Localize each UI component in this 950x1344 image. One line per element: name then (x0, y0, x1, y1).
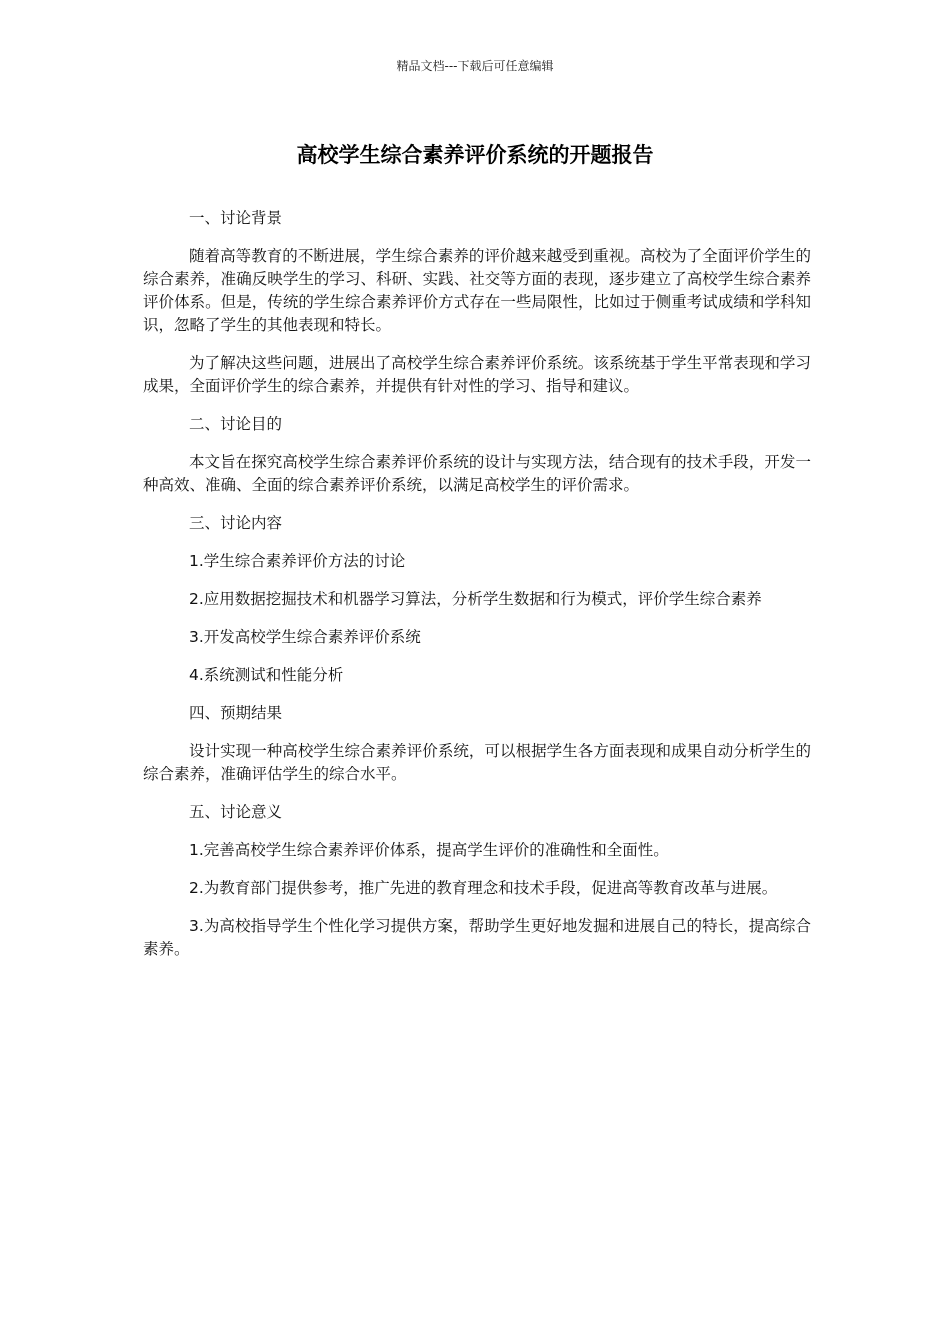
section-heading-significance: 五、讨论意义 (189, 803, 283, 821)
list-item-content-2: 2.应用数据挖掘技术和机器学习算法，分析学生数据和行为模式，评价学生综合素养 (189, 590, 762, 608)
section-heading-content: 三、讨论内容 (189, 514, 283, 532)
list-item-significance-2: 2.为教育部门提供参考，推广先进的教育理念和技术手段，促进高等教育改革与进展。 (189, 879, 778, 897)
paragraph-background-2: 为了解决这些问题，进展出了高校学生综合素养评价系统。该系统基于学生平常表现和学习成果，全面评价学生的综合素养，并提供有针对性的学习、指导和建议。 (143, 354, 811, 395)
section-heading-expected-results: 四、预期结果 (189, 704, 283, 722)
document-body (143, 207, 811, 976)
section-heading-purpose: 二、讨论目的 (189, 415, 283, 433)
list-item-significance-3: 3.为高校指导学生个性化学习提供方案，帮助学生更好地发掘和进展自己的特长，提高综合素养。 (143, 917, 811, 958)
list-item-content-3: 3.开发高校学生综合素养评价系统 (189, 628, 421, 646)
paragraph-expected-results: 设计实现一种高校学生综合素养评价系统，可以根据学生各方面表现和成果自动分析学生的综合素养，准确评估学生的综合水平。 (143, 742, 811, 783)
paragraph-background-1: 随着高等教育的不断进展，学生综合素养的评价越来越受到重视。高校为了全面评价学生的综合素养，准确反映学生的学习、科研、实践、社交等方面的表现，逐步建立了高校学生综合素养评价体系。但是，传统的学生综合素养评价方式存在一些局限性，比如过于侧重考试成绩和学科知识，忽略了学生的其他表现和特长。 (143, 247, 811, 334)
list-item-content-1: 1.学生综合素养评价方法的讨论 (189, 552, 406, 570)
paragraph-purpose: 本文旨在探究高校学生综合素养评价系统的设计与实现方法，结合现有的技术手段，开发一种高效、准确、全面的综合素养评价系统，以满足高校学生的评价需求。 (143, 453, 811, 494)
list-item-content-4: 4.系统测试和性能分析 (189, 666, 344, 684)
list-item-significance-1: 1.完善高校学生综合素养评价体系，提高学生评价的准确性和全面性。 (189, 841, 669, 859)
section-heading-background: 一、讨论背景 (189, 209, 283, 227)
page-title: 高校学生综合素养评价系统的开题报告 (296, 143, 654, 167)
header-note: 精品文档---下载后可任意编辑 (396, 59, 554, 73)
